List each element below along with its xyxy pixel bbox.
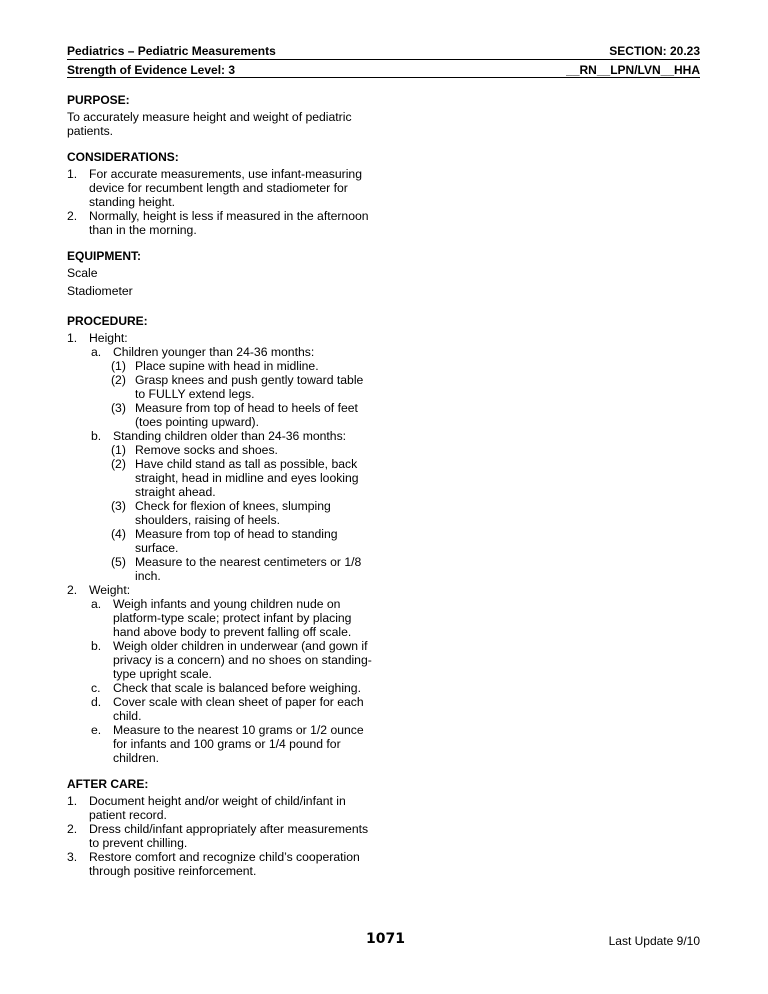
list-item: a. Weigh infants and young children nude on platform-type scale; protect infant by placing hand above body to prevent falling off scale. (91, 597, 352, 639)
list-item: 1. Document height and/or weight of child/infant in patient record. (67, 794, 346, 822)
list-item: (3) Measure from top of head to heels of feet (toes pointing upward). (111, 401, 358, 429)
document-title: Pediatrics – Pediatric Measurements (67, 44, 276, 58)
list-item: 2. Weight: (67, 583, 131, 597)
evidence-level: Strength of Evidence Level: 3 (67, 63, 236, 77)
list-item: e. Measure to the nearest 10 grams or 1/2 ounce for infants and 100 grams or 1/4 pound for children. (91, 723, 364, 765)
list-item: c. Check that scale is balanced before weighing. (91, 681, 361, 695)
header-row-2 (67, 63, 700, 77)
list-item: (5) Measure to the nearest centimeters or 1/8 inch. (111, 555, 362, 583)
last-update: Last Update 9/10 (608, 934, 700, 948)
list-item: 3. Restore comfort and recognize child’s cooperation through positive reinforcement. (67, 850, 360, 878)
list-item: (4) Measure from top of head to standing surface. (111, 527, 338, 555)
role-checklist: __RN__LPN/LVN__HHA (566, 63, 700, 77)
header-rule-2 (67, 77, 700, 78)
list-item: 2. Normally, height is less if measured in the afternoon than in the morning. (67, 209, 369, 237)
purpose-heading: PURPOSE: (67, 93, 130, 107)
header-row-1 (67, 44, 700, 58)
section-number: SECTION: 20.23 (609, 44, 700, 58)
list-item: b. Standing children older than 24-36 months: (91, 429, 347, 443)
after-care-heading: AFTER CARE: (67, 777, 149, 791)
list-item: (1) Remove socks and shoes. (111, 443, 278, 457)
purpose-text: To accurately measure height and weight of pediatric patients. (67, 110, 352, 138)
equipment-item: Stadiometer (67, 284, 133, 298)
document-body (67, 93, 372, 878)
list-item: d. Cover scale with clean sheet of paper for each child. (91, 695, 364, 723)
equipment-item: Scale (67, 266, 98, 280)
list-item: (1) Place supine with head in midline. (111, 359, 319, 373)
list-item: 1. Height: (67, 331, 128, 345)
list-item: a. Children younger than 24-36 months: (91, 345, 315, 359)
list-item: 2. Dress child/infant appropriately after measurements to prevent chilling. (67, 822, 369, 850)
equipment-heading: EQUIPMENT: (67, 249, 142, 263)
procedure-heading: PROCEDURE: (67, 314, 148, 328)
page-number: 1071 (366, 931, 405, 947)
list-item: (3) Check for flexion of knees, slumping shoulders, raising of heels. (111, 499, 331, 527)
list-item: b. Weigh older children in underwear (and gown if privacy is a concern) and no shoes on standing-type upright scale. (91, 639, 372, 681)
list-item: (2) Have child stand as tall as possible, back straight, head in midline and eyes looking straight ahead. (111, 457, 359, 499)
list-item: (2) Grasp knees and push gently toward table to FULLY extend legs. (111, 373, 364, 401)
considerations-heading: CONSIDERATIONS: (67, 150, 179, 164)
header-rule (67, 59, 700, 60)
list-item: 1. For accurate measurements, use infant-measuring device for recumbent length and stadiometer for standing height. (67, 167, 362, 209)
